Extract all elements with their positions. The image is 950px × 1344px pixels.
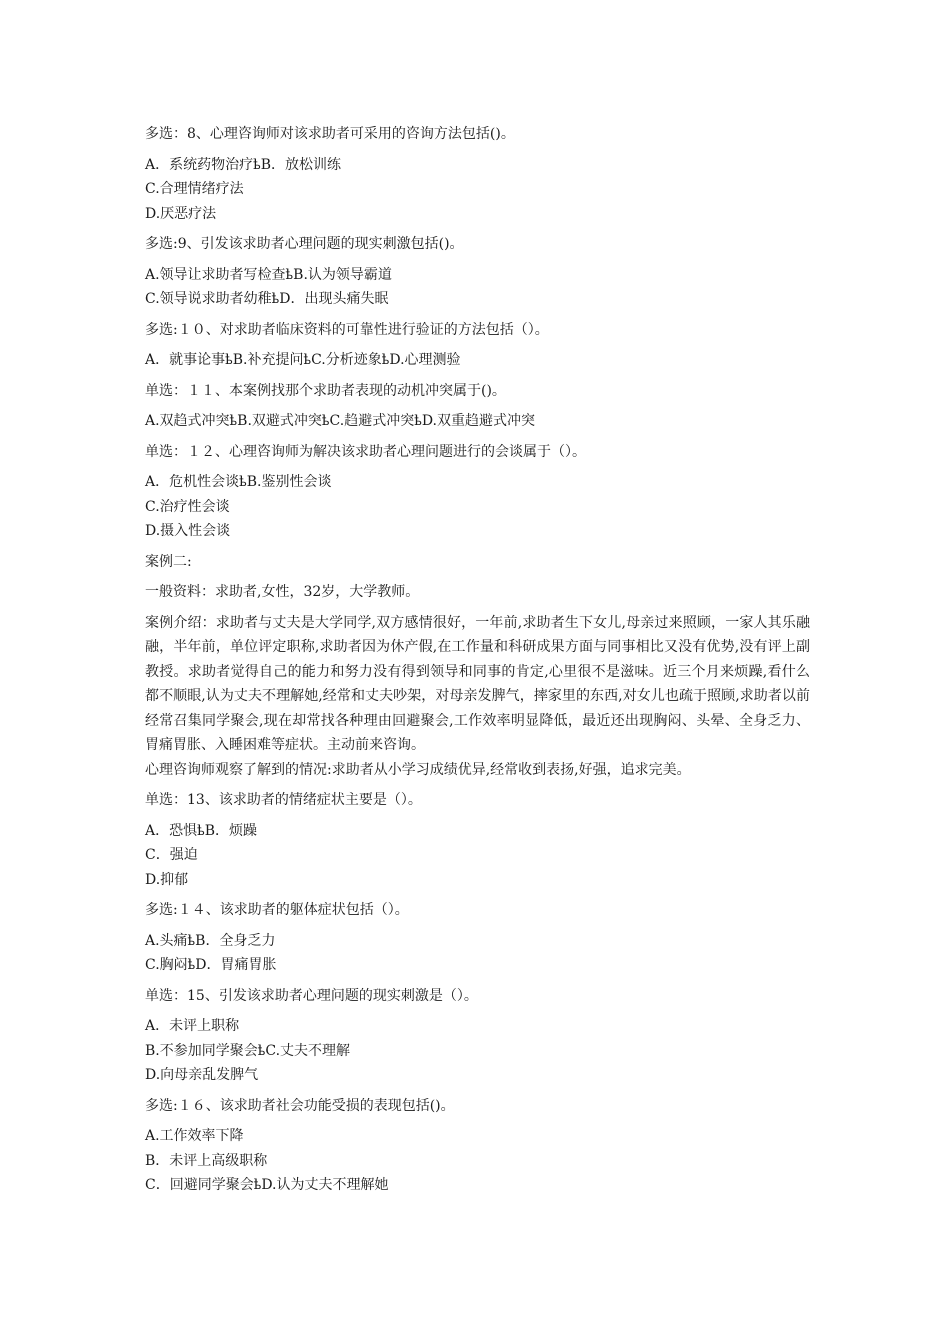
question-10: 多选:１０、对求助者临床资料的可靠性进行验证的方法包括（）。 <box>145 321 549 338</box>
option-line: C.合理情绪疗法 <box>145 181 244 197</box>
document-page <box>145 122 810 1198</box>
option-line: D.摄入性会谈 <box>145 523 231 539</box>
option-line: A.工作效率下降 <box>145 1128 244 1144</box>
option-line: D.抑郁 <box>145 871 189 888</box>
option-line: C.胸闷ҍD．胃痛胃胀 <box>145 957 277 973</box>
option-line: C.领导说求助者幼稚ҍD．出现头痛失眠 <box>145 291 389 307</box>
question-14: 多选:１４、该求助者的躯体症状包括（）。 <box>145 902 409 918</box>
case-description: 案例介绍：求助者与丈夫是大学同学,双方感情很好，一年前,求助者生下女儿,母亲过来照顾，一家人其乐融融，半年前，单位评定职称,求助者因为休产假,在工作量和科研成果方面与同事相比又没有优势,没有评上副教授。求助者觉得自己的能力和努力没有得到领导和同事的肯定,心里很不是滋味。近三个月来烦躁,看什么都不顺眼,认为丈夫不理解她,经常和丈夫吵架，对母亲发脾气，摔家里的东西,对女儿也疏于照顾,求助者以前经常召集同学聚会,现在却常找各种理由回避聚会,工作效率明显降低，最近还出现胸闷、头晕、全身乏力、胃痛胃胀、入睡困难等症状。主动前来咨询。 <box>145 614 810 753</box>
option-line: A．危机性会谈ҍB.鉴别性会谈 <box>145 474 332 490</box>
question-13: 单选：13、该求助者的情绪症状主要是（）。 <box>145 792 422 808</box>
question-12: 单选：１２、心理咨询师为解决该求助者心理问题进行的会谈属于（）。 <box>145 443 586 460</box>
option-line: A.头痛ҍB．全身乏力 <box>145 932 276 949</box>
question-9: 多选:9、引发该求助者心理问题的现实刺激包括()。 <box>145 236 464 252</box>
question-15: 单选：15、引发该求助者心理问题的现实刺激是（）。 <box>145 987 478 1004</box>
question-16: 多选:１６、该求助者社会功能受损的表现包括()。 <box>145 1097 455 1114</box>
option-line: A.双趋式冲突ҍB.双避式冲突ҍC.趋避式冲突ҍD.双重趋避式冲突 <box>145 413 536 429</box>
case-heading: 案例二: <box>145 553 192 570</box>
option-line: D.向母亲乱发脾气 <box>145 1067 259 1083</box>
option-line: A．恐惧ҍB．烦躁 <box>145 822 258 839</box>
question-11: 单选：１１、本案例找那个求助者表现的动机冲突属于()。 <box>145 382 506 399</box>
option-line: B.不参加同学聚会ҍC.丈夫不理解 <box>145 1042 351 1059</box>
option-line: A．就事论事ҍB.补充提问ҍC.分析迹象ҍD.心理测验 <box>145 352 461 368</box>
question-8: 多选：8、心理咨询师对该求助者可采用的咨询方法包括()。 <box>145 126 515 142</box>
option-line: A.领导让求助者写检查ҍB.认为领导霸道 <box>145 266 392 283</box>
option-line: B．未评上高级职称 <box>145 1152 268 1169</box>
option-line: C．回避同学聚会ҍD.认为丈夫不理解她 <box>145 1177 389 1193</box>
counselor-observation: 心理咨询师观察了解到的情况:求助者从小学习成绩优异,经常收到表扬,好强，追求完美。 <box>145 761 691 778</box>
option-line: A．未评上职称 <box>145 1018 240 1034</box>
general-info: 一般资料：求助者,女性，32岁，大学教师。 <box>145 584 420 600</box>
option-line: D.厌恶疗法 <box>145 205 217 222</box>
option-line: C.治疗性会谈 <box>145 498 230 515</box>
option-line: A．系统药物治疗ҍB．放松训练 <box>145 156 342 173</box>
option-line: C．强迫 <box>145 847 198 863</box>
